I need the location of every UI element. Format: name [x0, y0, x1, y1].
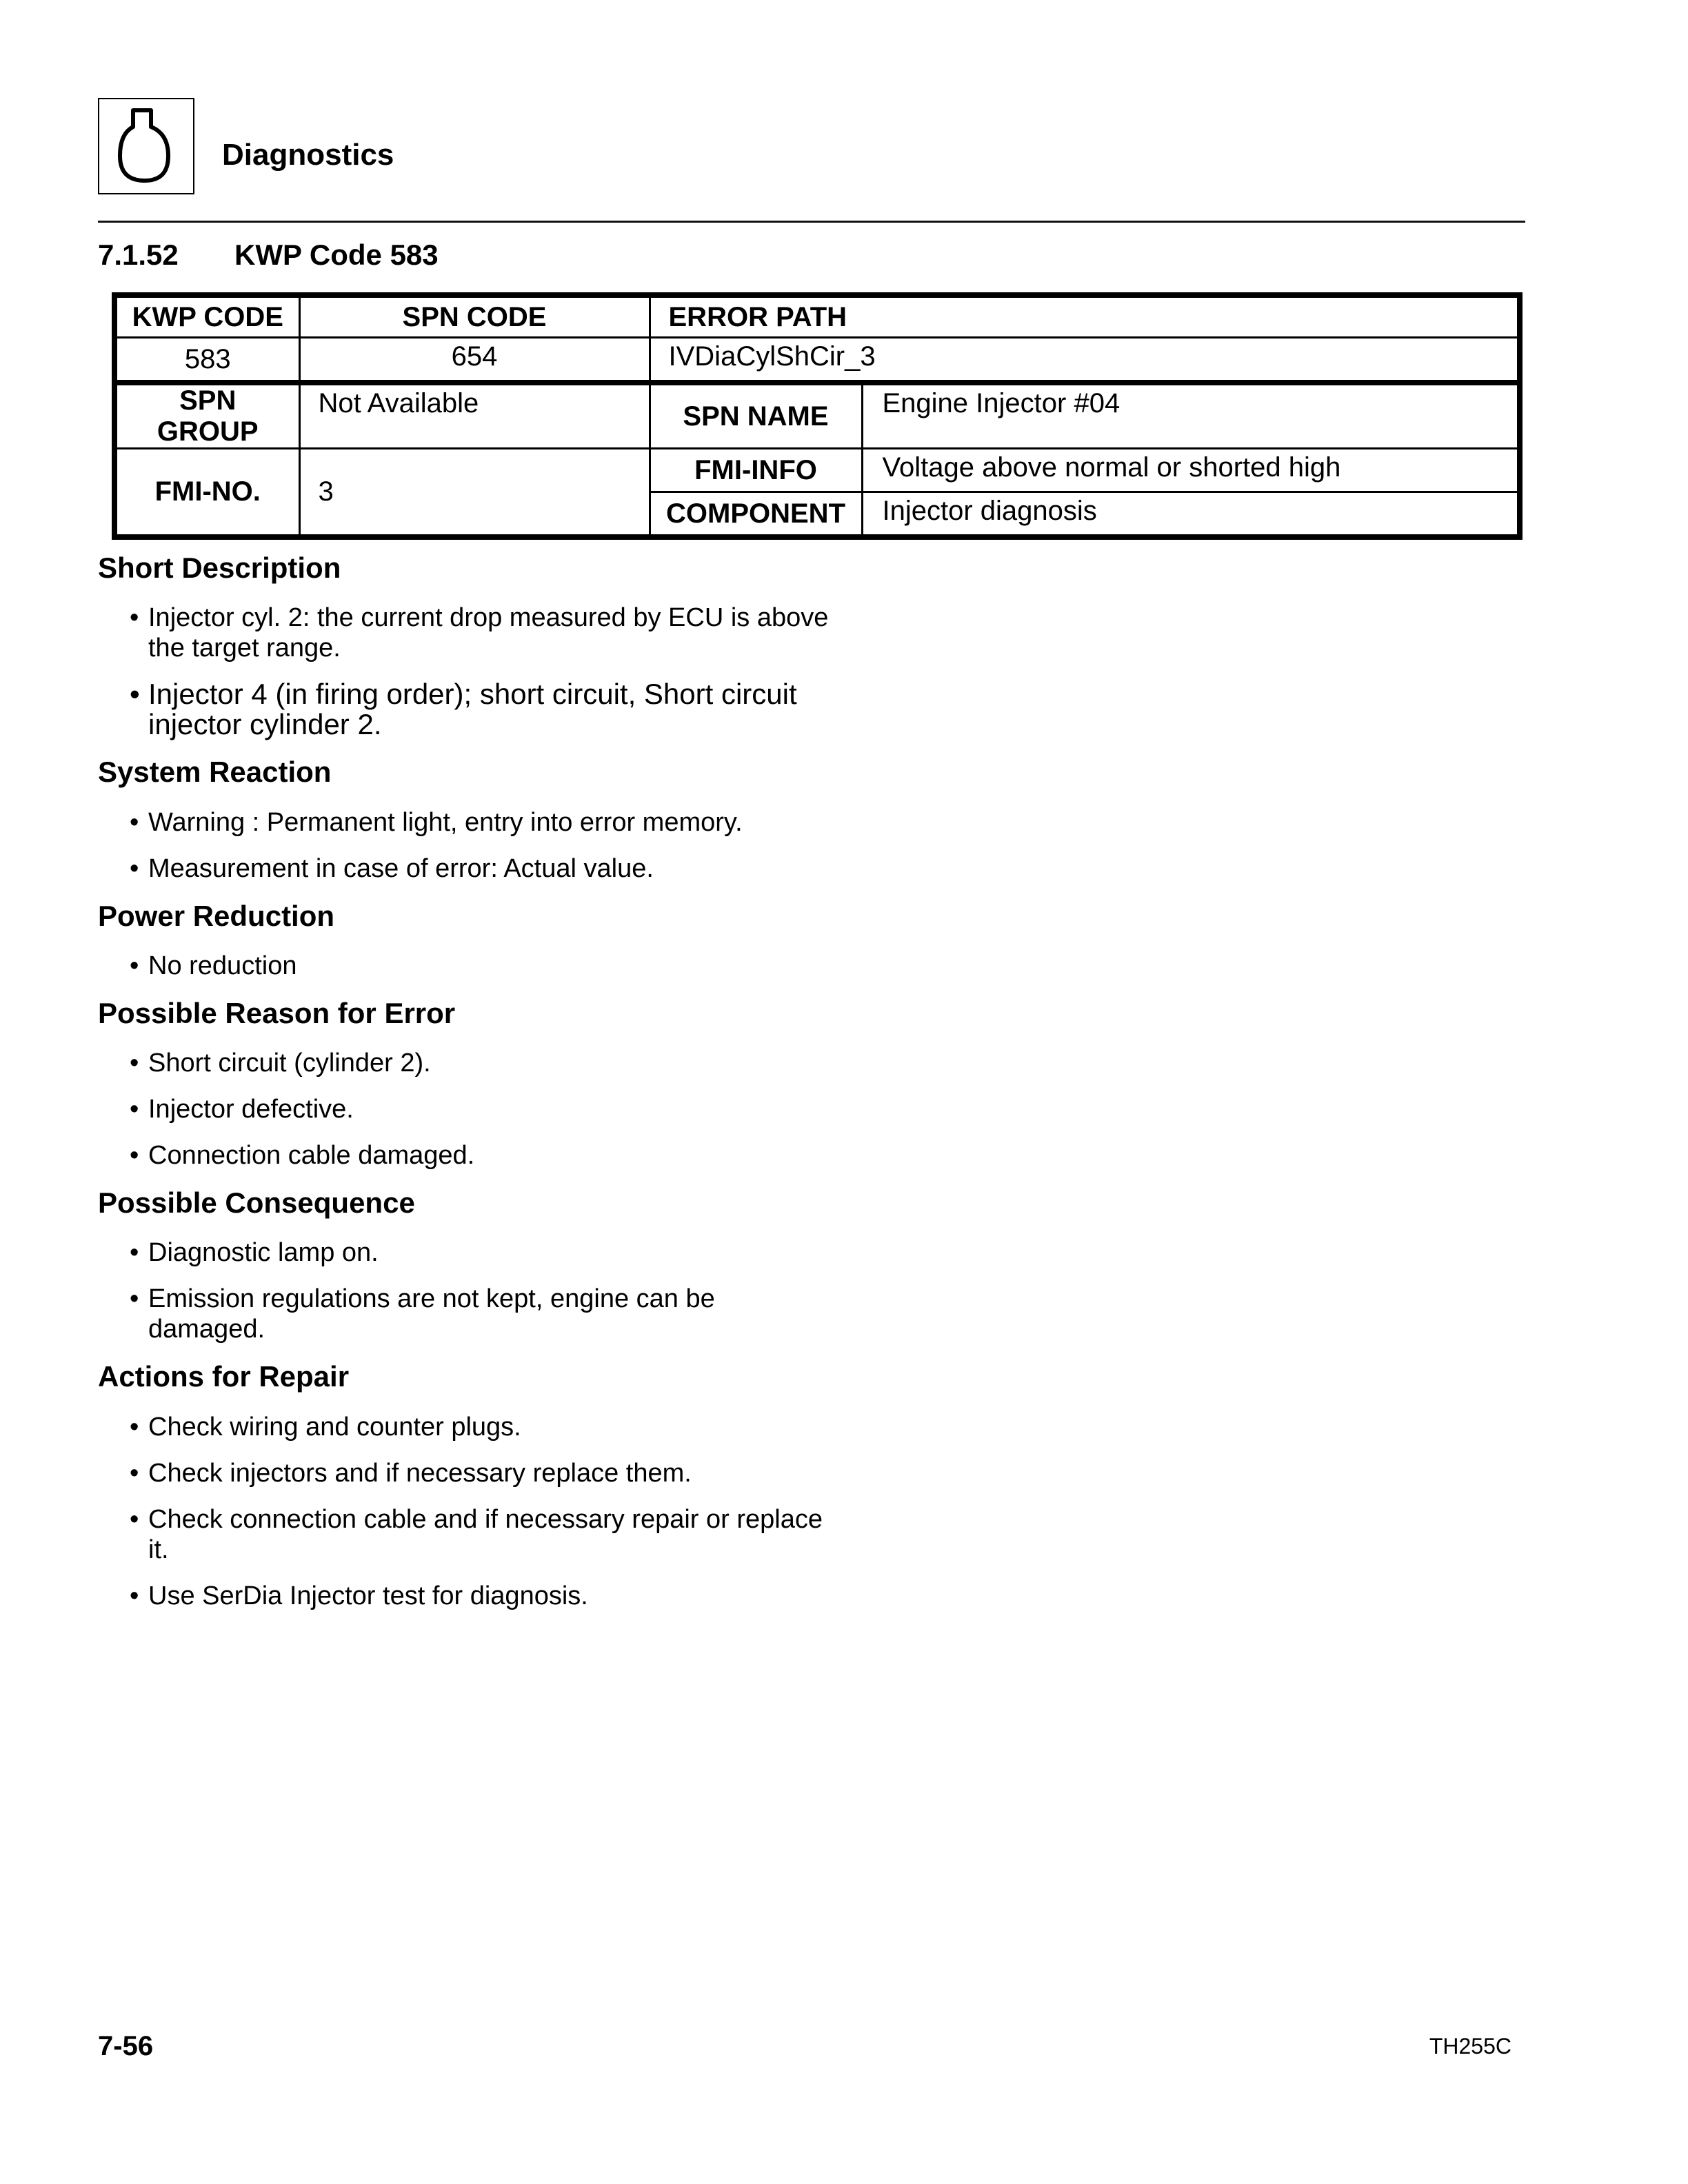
error-path-value: IVDiaCylShCir_3 [650, 338, 1520, 383]
list-item-text: Injector cyl. 2: the current drop measured by ECU is above the target range. [148, 603, 829, 663]
list-item-text: Diagnostic lamp on. [148, 1238, 379, 1268]
list-item-text: No reduction [148, 951, 297, 980]
spn-code-value: 654 [299, 338, 650, 383]
bullet-icon: • [130, 1504, 139, 1534]
page-number: 7-56 [98, 2031, 154, 2061]
list-item-text: Connection cable damaged. [148, 1141, 475, 1171]
list-item [98, 1581, 829, 1611]
list-item [98, 951, 829, 981]
list-item [98, 1284, 829, 1344]
component-label: COMPONENT [650, 492, 862, 538]
power-reduction-list [98, 951, 829, 981]
list-item [98, 679, 829, 740]
table-row-fmi-info [114, 449, 1520, 492]
list-item [98, 853, 829, 884]
table-row-spn-group [114, 383, 1520, 449]
fmi-info-label: FMI-INFO [650, 449, 862, 492]
bullet-icon: • [130, 1458, 139, 1488]
spn-group-label: SPN GROUP [114, 383, 299, 449]
list-item-text: Check injectors and if necessary replace them. [148, 1458, 692, 1488]
kwp-code-value: 583 [114, 338, 299, 383]
section-heading [98, 239, 439, 272]
possible-consequence-list [98, 1237, 829, 1344]
engine-diagnostics-icon [99, 99, 194, 194]
bullet-icon: • [130, 1238, 139, 1268]
bullet-icon: • [130, 1095, 139, 1124]
bullet-icon: • [130, 1581, 139, 1610]
list-item [98, 1048, 829, 1078]
header-divider [98, 221, 1525, 223]
list-item-text: Check connection cable and if necessary repair or replace it. [148, 1504, 823, 1564]
fmi-no-label: FMI-NO. [114, 449, 299, 538]
heading-power-reduction: Power Reduction [98, 899, 335, 932]
list-item [98, 1237, 829, 1268]
heading-possible-consequence: Possible Consequence [98, 1186, 415, 1220]
list-item-text: Short circuit (cylinder 2). [148, 1049, 431, 1078]
bullet-icon: • [130, 1412, 139, 1442]
actions-for-repair-list [98, 1412, 829, 1611]
list-item [98, 603, 829, 663]
error-path-label: ERROR PATH [650, 295, 1520, 338]
bullet-icon: • [130, 1049, 139, 1078]
spn-name-label: SPN NAME [650, 383, 862, 449]
component-value: Injector diagnosis [862, 492, 1520, 538]
possible-reason-list [98, 1048, 829, 1171]
bullet-icon: • [130, 951, 139, 980]
fmi-info-value: Voltage above normal or shorted high [862, 449, 1520, 492]
engine-diagnostics-icon-box [98, 98, 194, 194]
short-description-list [98, 603, 829, 740]
heading-short-description: Short Description [98, 552, 341, 584]
list-item-text: Measurement in case of error: Actual value. [148, 853, 654, 883]
heading-possible-reason: Possible Reason for Error [98, 996, 456, 1029]
list-item [98, 1458, 829, 1488]
system-reaction-list [98, 807, 829, 884]
bullet-icon: • [130, 1284, 139, 1314]
list-item-text: Warning : Permanent light, entry into error memory. [148, 807, 743, 837]
document-code: TH255C [1429, 2034, 1511, 2059]
list-item [98, 1412, 829, 1442]
table-header-row [114, 295, 1520, 338]
bullet-icon: • [130, 853, 139, 883]
list-item-text: Injector 4 (in firing order); short circuit, Short circuit injector cylinder 2. [148, 678, 797, 741]
bullet-icon: • [130, 1141, 139, 1171]
table-values-row [114, 338, 1520, 383]
kwp-code-table [112, 292, 1523, 540]
spn-name-value: Engine Injector #04 [862, 383, 1520, 449]
spn-group-value: Not Available [299, 383, 650, 449]
bullet-icon: • [130, 807, 139, 837]
section-title: KWP Code 583 [234, 239, 439, 271]
header-title: Diagnostics [222, 138, 394, 172]
list-item [98, 1504, 829, 1565]
heading-actions-for-repair: Actions for Repair [98, 1360, 350, 1393]
list-item-text: Check wiring and counter plugs. [148, 1412, 521, 1442]
heading-system-reaction: System Reaction [98, 756, 332, 789]
spn-code-label: SPN CODE [299, 295, 650, 338]
section-number: 7.1.52 [98, 239, 179, 271]
bullet-icon: • [130, 603, 139, 633]
list-item [98, 807, 829, 838]
diagnostic-content [98, 552, 829, 1627]
list-item-text: Injector defective. [148, 1095, 354, 1124]
list-item-text: Use SerDia Injector test for diagnosis. [148, 1581, 588, 1610]
list-item-text: Emission regulations are not kept, engine can be damaged. [148, 1284, 715, 1344]
bullet-icon: • [130, 678, 140, 711]
kwp-code-label: KWP CODE [114, 295, 299, 338]
fmi-no-value: 3 [299, 449, 650, 538]
list-item [98, 1094, 829, 1124]
list-item [98, 1140, 829, 1171]
